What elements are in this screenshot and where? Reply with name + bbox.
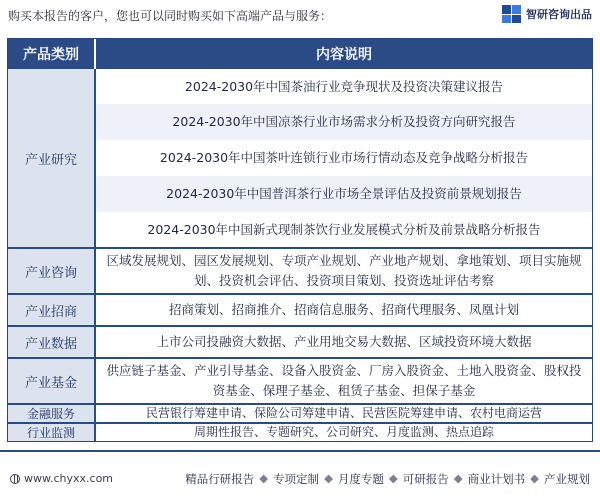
report-link-5[interactable]: 2024-2030年中国新式现制茶饮行业发展模式分析及前景战略分析报告 bbox=[96, 212, 592, 247]
bullet-separator: ◆ bbox=[530, 471, 539, 485]
industry-data-description: 上市公司投融资大数据、产业用地交易大数据、区域投资环境大数据 bbox=[96, 327, 592, 357]
category-investment-promotion: 产业招商 bbox=[8, 295, 94, 325]
report-link-2[interactable]: 2024-2030年中国凉茶行业市场需求分析及投资方向研究报告 bbox=[96, 104, 592, 140]
category-industry-fund: 产业基金 bbox=[8, 359, 94, 403]
industry-monitoring-description: 周期性报告、专题研究、公司研究、月度监测、热点追踪 bbox=[96, 424, 592, 441]
product-table bbox=[7, 38, 593, 442]
footer bbox=[0, 450, 600, 496]
industry-fund-description: 供应链子基金、产业引导基金、设备入股资金、厂房入股资金、土地入股资金、股权投资基金、保理子基金、租赁子基金、担保子基金 bbox=[96, 359, 592, 403]
service-item: 可研报告 bbox=[402, 472, 449, 486]
header-category: 产品类别 bbox=[8, 39, 94, 69]
report-link-1[interactable]: 2024-2030年中国茶油行业竞争现状及投资决策建议报告 bbox=[96, 69, 592, 104]
brand-name: 智研咨询出品 bbox=[526, 8, 592, 21]
brand-logo-icon bbox=[502, 5, 522, 23]
category-financial-services: 金融服务 bbox=[8, 405, 94, 422]
service-list bbox=[180, 471, 590, 487]
financial-services-description: 民营银行筹建申请、保险公司筹建申请、民营医院筹建申请、农村电商运营 bbox=[96, 405, 592, 422]
header-description: 内容说明 bbox=[96, 39, 592, 69]
bullet-separator: ◆ bbox=[388, 471, 398, 485]
bullet-separator: ◆ bbox=[453, 471, 463, 485]
consulting-description: 区域发展规划、园区发展规划、专项产业规划、产业地产规划、拿地策划、项目实施规划、投资机会评估、投资项目策划、投资选址评估考察 bbox=[96, 249, 592, 293]
service-item: 精品行研报告 bbox=[185, 472, 255, 486]
category-industry-consulting: 产业咨询 bbox=[8, 249, 94, 293]
top-bar bbox=[0, 0, 600, 30]
service-item: 商业计划书 bbox=[467, 472, 526, 486]
investment-promotion-description: 招商策划、招商推介、招商信息服务、招商代理服务、凤凰计划 bbox=[96, 295, 592, 325]
site-url: www.chyxx.com bbox=[24, 472, 114, 485]
service-item: 产业规划 bbox=[544, 472, 590, 486]
bullet-separator: ◆ bbox=[324, 471, 333, 485]
service-item: 专项定制 bbox=[273, 472, 320, 486]
category-industry-monitoring: 行业监测 bbox=[8, 424, 94, 441]
brand bbox=[502, 5, 592, 23]
site-link[interactable] bbox=[10, 472, 113, 485]
category-industry-data: 产业数据 bbox=[8, 327, 94, 357]
intro-text: 购买本报告的客户，您也可以同时购买如下高端产品与服务： bbox=[8, 9, 333, 23]
report-link-4[interactable]: 2024-2030年中国普洱茶行业市场全景评估及投资前景规划报告 bbox=[96, 176, 592, 212]
footer-divider bbox=[0, 450, 600, 452]
globe-icon bbox=[10, 474, 20, 484]
service-item: 月度专题 bbox=[337, 472, 384, 486]
category-industry-research: 产业研究 bbox=[8, 69, 94, 247]
bullet-separator: ◆ bbox=[259, 471, 269, 485]
report-link-3[interactable]: 2024-2030年中国茶叶连锁行业市场行情动态及竞争战略分析报告 bbox=[96, 140, 592, 176]
